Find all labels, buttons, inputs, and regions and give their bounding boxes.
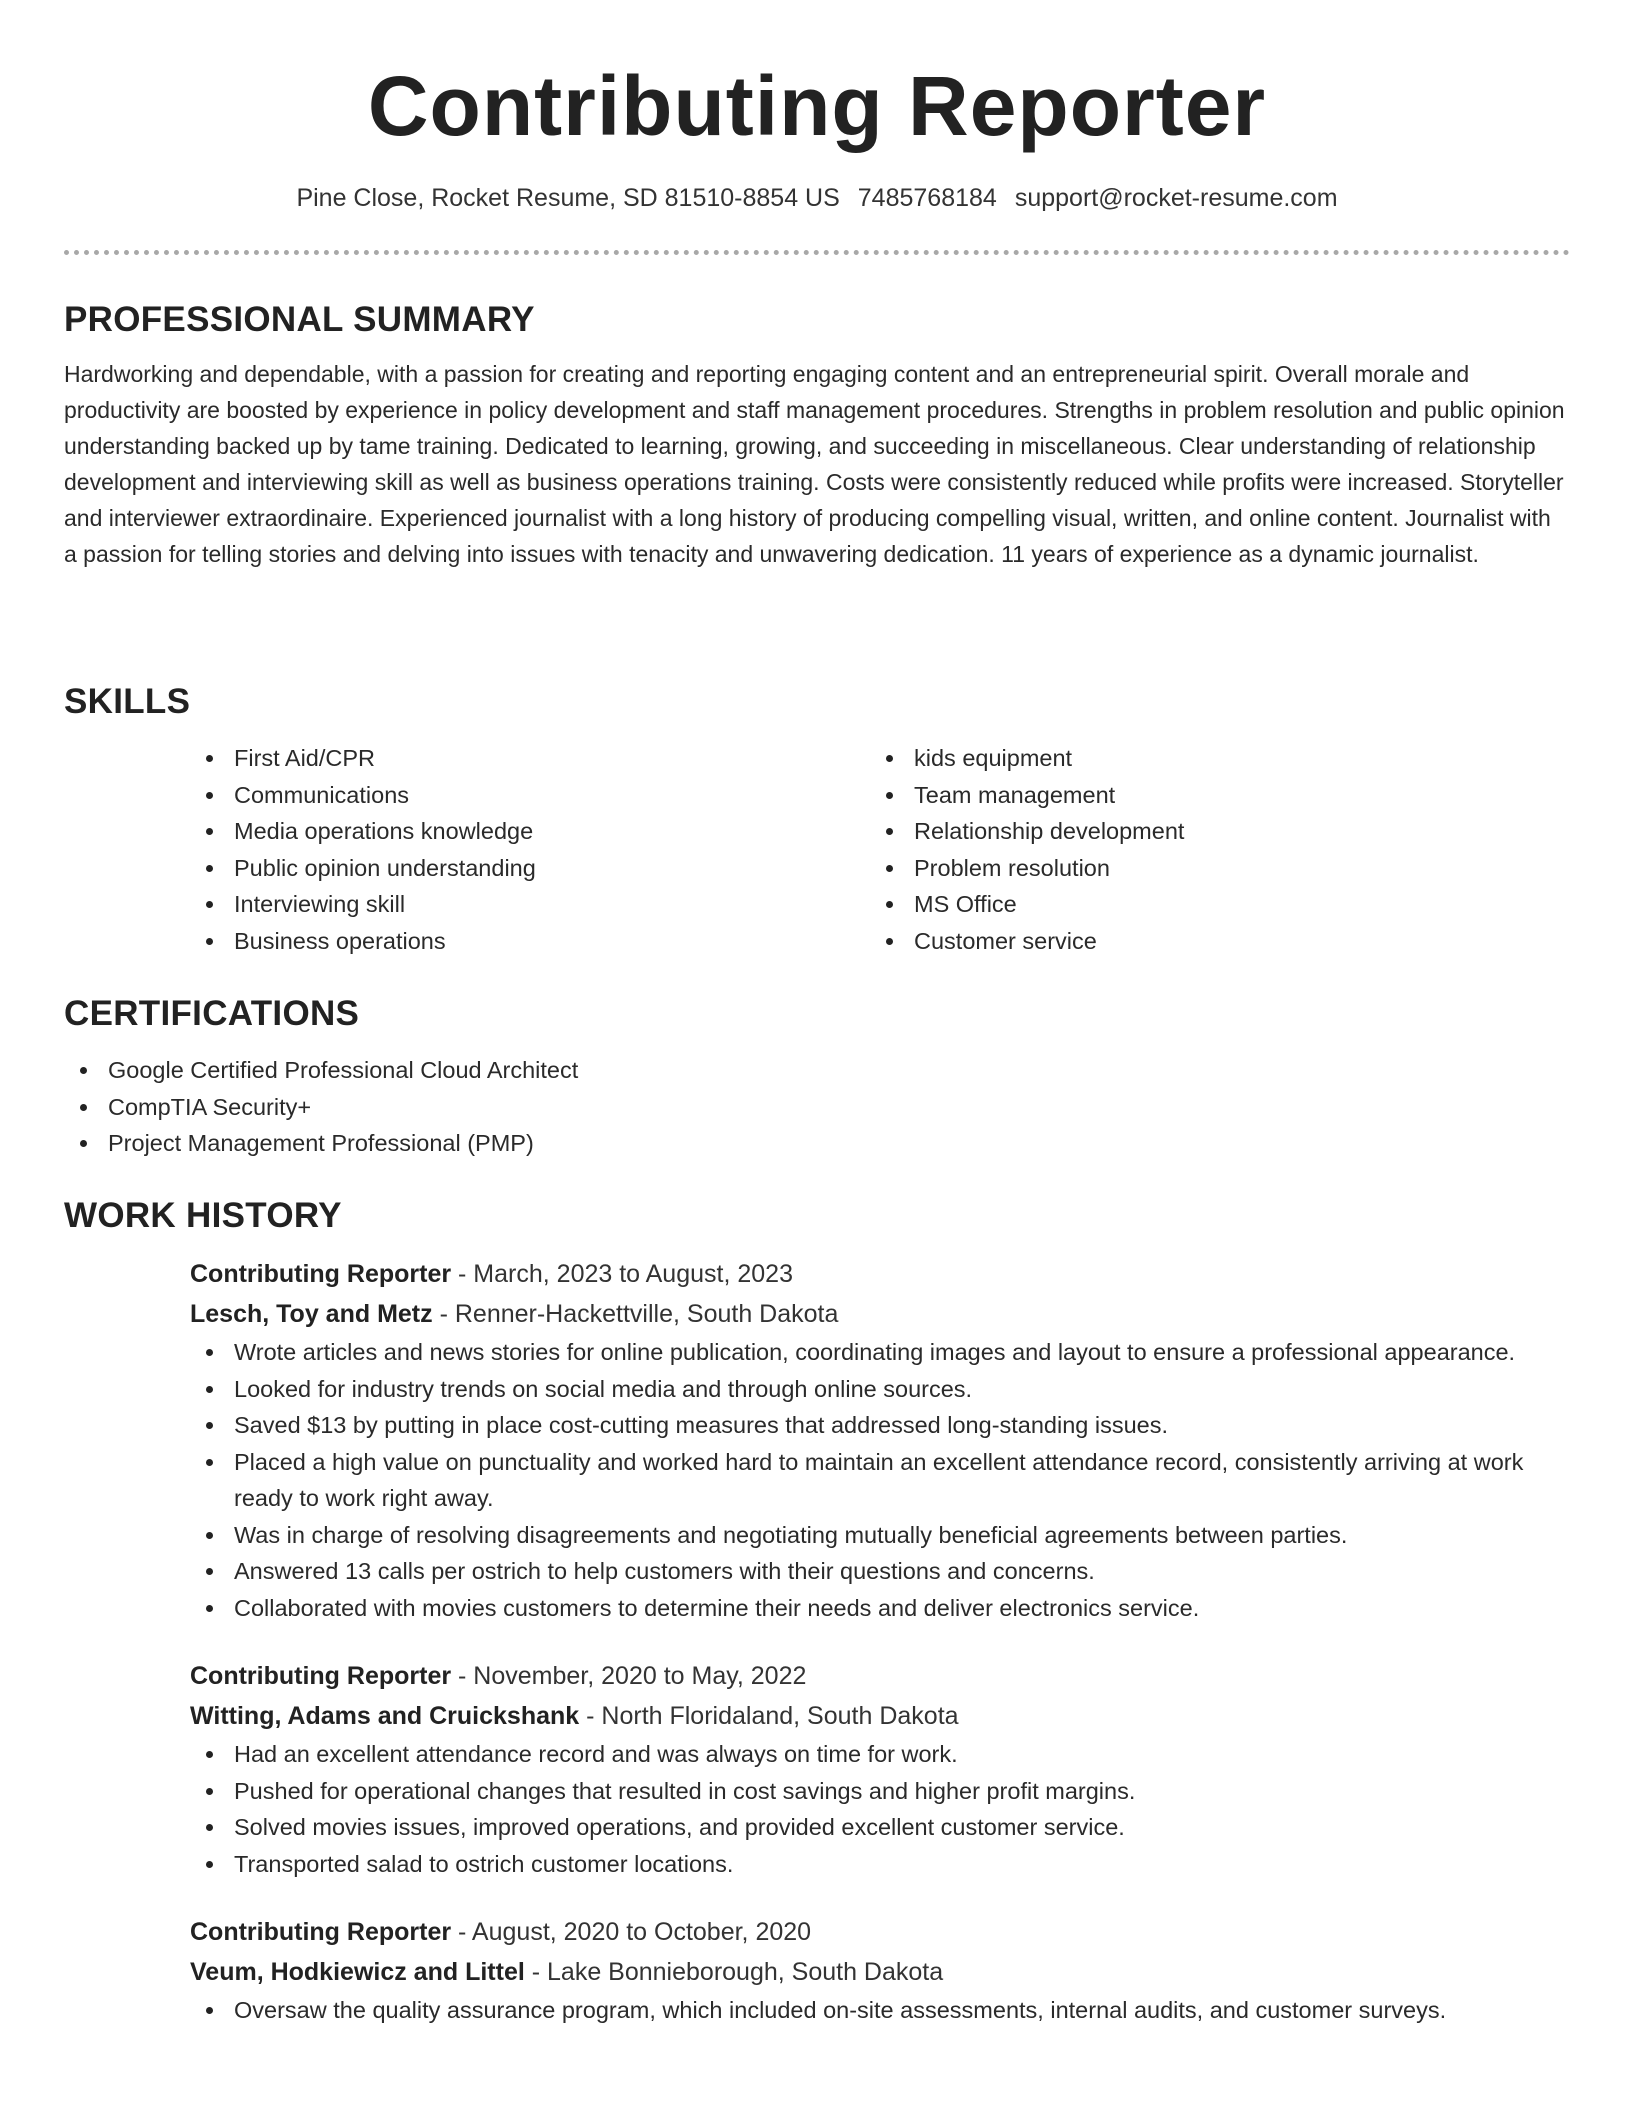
- job-bullets: [190, 1992, 1570, 2029]
- skill-item: First Aid/CPR: [190, 740, 870, 777]
- job-bullet: Solved movies issues, improved operations, and provided excellent customer service.: [190, 1809, 1570, 1846]
- job-company-line: [190, 1952, 1570, 1992]
- summary-title: PROFESSIONAL SUMMARY: [64, 300, 535, 339]
- job-bullets: [190, 1334, 1570, 1626]
- skill-item: Business operations: [190, 923, 870, 960]
- skill-item: Customer service: [870, 923, 1550, 960]
- contact-email: support@rocket-resume.com: [1014, 184, 1338, 212]
- skills-left-list: [190, 740, 870, 959]
- skills-columns: [190, 740, 1570, 959]
- job-role: Contributing Reporter: [190, 1662, 452, 1690]
- certifications-list: [64, 1052, 1570, 1162]
- job-company-line: [190, 1294, 1570, 1334]
- job-dates: - March, 2023 to August, 2023: [451, 1260, 793, 1288]
- job-bullets: [190, 1736, 1570, 1882]
- resume-name: Contributing Reporter: [367, 59, 1267, 153]
- summary-section: [64, 298, 1570, 572]
- skill-item: Relationship development: [870, 813, 1550, 850]
- job-bullet: Wrote articles and news stories for online publication, coordinating images and layout to ensure a professional appearance.: [190, 1334, 1570, 1371]
- job-location: - Lake Bonnieborough, South Dakota: [524, 1958, 944, 1986]
- skills-title: SKILLS: [64, 682, 191, 721]
- job-entry: [190, 1912, 1570, 2029]
- summary-text: Hardworking and dependable, with a passion for creating and reporting engaging content and an entrepreneurial spirit. Overall morale and productivity are boosted by experience in policy development and staff management procedures. Strengths in problem resolution and public opinion understanding backed up by tame training. Dedicated to learning, growing, and succeeding in miscellaneous. Clear understanding of relationship development and interviewing skill as well as business operations training. Costs were consistently reduced while profits were increased. Storyteller and interviewer extraordinaire. Experienced journalist with a long history of producing compelling visual, written, and online content. Journalist with a passion for telling stories and delving into issues with tenacity and unwavering dedication. 11 years of experience as a dynamic journalist.: [64, 361, 1565, 567]
- job-dates: - November, 2020 to May, 2022: [451, 1662, 807, 1690]
- job-bullet: Saved $13 by putting in place cost-cutting measures that addressed long-standing issues.: [190, 1407, 1570, 1444]
- job-location: - Renner-Hackettville, South Dakota: [432, 1300, 839, 1328]
- certifications-section: [64, 992, 1570, 1162]
- contact-phone: 7485768184: [857, 184, 997, 212]
- job-title-line: [190, 1912, 1570, 1952]
- skill-item: Communications: [190, 777, 870, 814]
- work-history-section: [64, 1194, 1570, 2029]
- job-location: - North Floridaland, South Dakota: [579, 1702, 959, 1730]
- job-title-line: [190, 1656, 1570, 1696]
- certification-item: Project Management Professional (PMP): [64, 1125, 1570, 1162]
- job-role: Contributing Reporter: [190, 1260, 452, 1288]
- job-company-line: [190, 1696, 1570, 1736]
- skill-item: Interviewing skill: [190, 886, 870, 923]
- job-bullet: Pushed for operational changes that resulted in cost savings and higher profit margins.: [190, 1773, 1570, 1810]
- skills-section: [64, 680, 1570, 959]
- job-bullet: Oversaw the quality assurance program, which included on-site assessments, internal audits, and customer surveys.: [190, 1992, 1570, 2029]
- job-dates: - August, 2020 to October, 2020: [451, 1918, 812, 1946]
- job-bullet: Placed a high value on punctuality and worked hard to maintain an excellent attendance record, consistently arriving at work ready to work right away.: [190, 1444, 1570, 1517]
- job-company: Lesch, Toy and Metz: [190, 1300, 433, 1328]
- skill-item: Public opinion understanding: [190, 850, 870, 887]
- skill-item: Team management: [870, 777, 1550, 814]
- job-bullet: Had an excellent attendance record and was always on time for work.: [190, 1736, 1570, 1773]
- skill-item: Problem resolution: [870, 850, 1550, 887]
- job-title-line: [190, 1254, 1570, 1294]
- job-bullet: Was in charge of resolving disagreements and negotiating mutually beneficial agreements between parties.: [190, 1517, 1570, 1554]
- contact-line: [64, 180, 1570, 216]
- job-bullet: Transported salad to ostrich customer locations.: [190, 1846, 1570, 1883]
- job-entry: [190, 1254, 1570, 1626]
- contact-address: Pine Close, Rocket Resume, SD 81510-8854 US: [296, 184, 840, 212]
- job-entry: [190, 1656, 1570, 1882]
- header-divider: [64, 250, 1570, 255]
- job-company: Witting, Adams and Cruickshank: [190, 1702, 580, 1730]
- certification-item: CompTIA Security+: [64, 1089, 1570, 1126]
- skills-right-list: [870, 740, 1550, 959]
- skill-item: MS Office: [870, 886, 1550, 923]
- job-bullet: Collaborated with movies customers to determine their needs and deliver electronics service.: [190, 1590, 1570, 1627]
- certifications-title: CERTIFICATIONS: [64, 994, 360, 1033]
- job-company: Veum, Hodkiewicz and Littel: [190, 1958, 525, 1986]
- skill-item: Media operations knowledge: [190, 813, 870, 850]
- job-bullet: Answered 13 calls per ostrich to help customers with their questions and concerns.: [190, 1553, 1570, 1590]
- skill-item: kids equipment: [870, 740, 1550, 777]
- work-history-title: WORK HISTORY: [64, 1196, 342, 1235]
- certification-item: Google Certified Professional Cloud Architect: [64, 1052, 1570, 1089]
- job-role: Contributing Reporter: [190, 1918, 452, 1946]
- job-bullet: Looked for industry trends on social media and through online sources.: [190, 1371, 1570, 1408]
